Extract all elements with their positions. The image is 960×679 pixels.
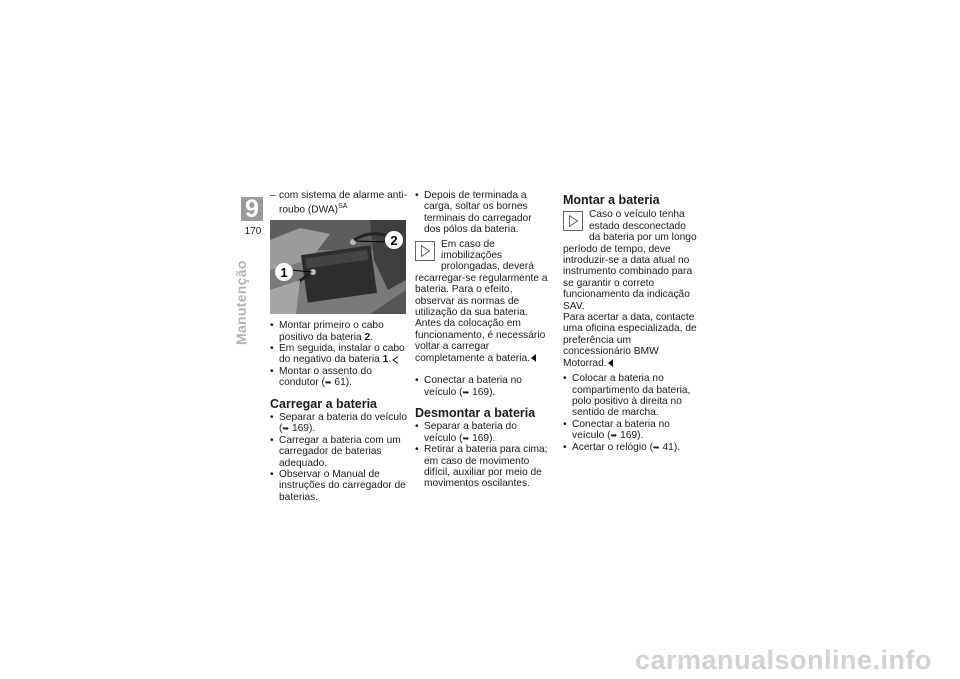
end-of-note-icon	[608, 359, 613, 367]
bullet-connect-battery: • Conectar a bateria no veículo (➥ 169).	[415, 375, 522, 398]
note-block	[415, 239, 549, 364]
page-ref-icon: ➥	[610, 431, 618, 441]
note-text-2: Caso o veículo tenha estado desconectado da bateria por um longo período de tempo, deve introduzir-se a data atual no instrumento combinado para se garantir o correto funcionamento da indicação SAV.	[563, 209, 697, 312]
bullet-lift-battery: • Retirar a bateria para cima; em caso de movimento difícil, auxiliar por meio de movimentos oscilantes.	[415, 444, 548, 490]
bullet-place-battery: • Colocar a bateria no compartimento da bateria, polo positivo à direita no sentido de marcha.	[563, 373, 691, 419]
dash-item: – com sistema de alarme anti-roubo (DWA)$^{SA}$	[270, 190, 407, 216]
photo-callout-1: 1	[280, 265, 288, 281]
column-3	[563, 190, 698, 453]
page-ref-icon: ➥	[462, 433, 470, 443]
note-block-2	[563, 209, 698, 369]
note-icon	[415, 241, 435, 261]
page-ref-icon: ➥	[652, 442, 660, 452]
bullet-separate-battery: • Separar a bateria do veículo (➥ 169).	[270, 412, 407, 435]
end-of-optional-icon	[392, 356, 399, 364]
bullet-release-terminals: • Depois de terminada a carga, soltar os bornes terminais do carregador dos pólos da bateria.	[415, 190, 532, 236]
battery-photo	[270, 220, 406, 314]
page-number: 170	[244, 226, 262, 237]
bullet-positive-cable: • Montar primeiro o cabo positivo da bateria 2.	[270, 320, 384, 343]
watermark: carmanualsonline.info	[634, 645, 932, 675]
page-ref-icon: ➥	[282, 424, 290, 434]
bullet-separate-battery-2: • Separar a bateria do veículo (➥ 169).	[415, 421, 517, 444]
heading-install-battery: Montar a bateria	[563, 193, 660, 207]
bullet-set-clock: • Acertar o relógio (➥ 41).	[563, 441, 681, 453]
end-of-note-icon	[531, 354, 536, 362]
note-text: Em caso de imobilizações prolongadas, deverá recarregar-se regularmente a bateria. Para o efeito, observar as normas de utilização da sua bateria. Antes da colocação em funcionamento, é necessário voltar a carregar completamente a bateria.	[415, 238, 548, 364]
bullet-negative-cable: • Em seguida, instalar o cabo do negativo da bateria 1.	[270, 343, 405, 366]
note-text-3: Para acertar a data, contacte uma oficina especializada, de preferência um concessionário BMW Motorrad.	[563, 312, 697, 369]
bullet-connect-battery-2: • Conectar a bateria no veículo (➥ 169).	[563, 418, 670, 442]
battery-photo-illustration	[270, 220, 406, 314]
page-ref-icon: ➥	[324, 378, 332, 388]
photo-callout-2: 2	[390, 233, 398, 249]
chapter-number: 9	[245, 195, 259, 223]
chapter-title: Manutenção	[233, 260, 249, 345]
note-icon	[563, 211, 583, 231]
column-2	[415, 190, 549, 490]
column-1	[270, 190, 408, 503]
heading-charge-battery: Carregar a bateria	[270, 396, 378, 411]
bullet-charge-battery: • Carregar a bateria com um carregador de baterias adequado.	[270, 434, 401, 469]
page-ref-icon: ➥	[462, 387, 470, 397]
heading-remove-battery: Desmontar a bateria	[415, 405, 536, 420]
bullet-observe-manual: • Observar o Manual de instruções do carregador de baterias.	[270, 469, 406, 503]
bullet-mount-seat: • Montar o assento do condutor (➥ 61).	[270, 365, 372, 389]
